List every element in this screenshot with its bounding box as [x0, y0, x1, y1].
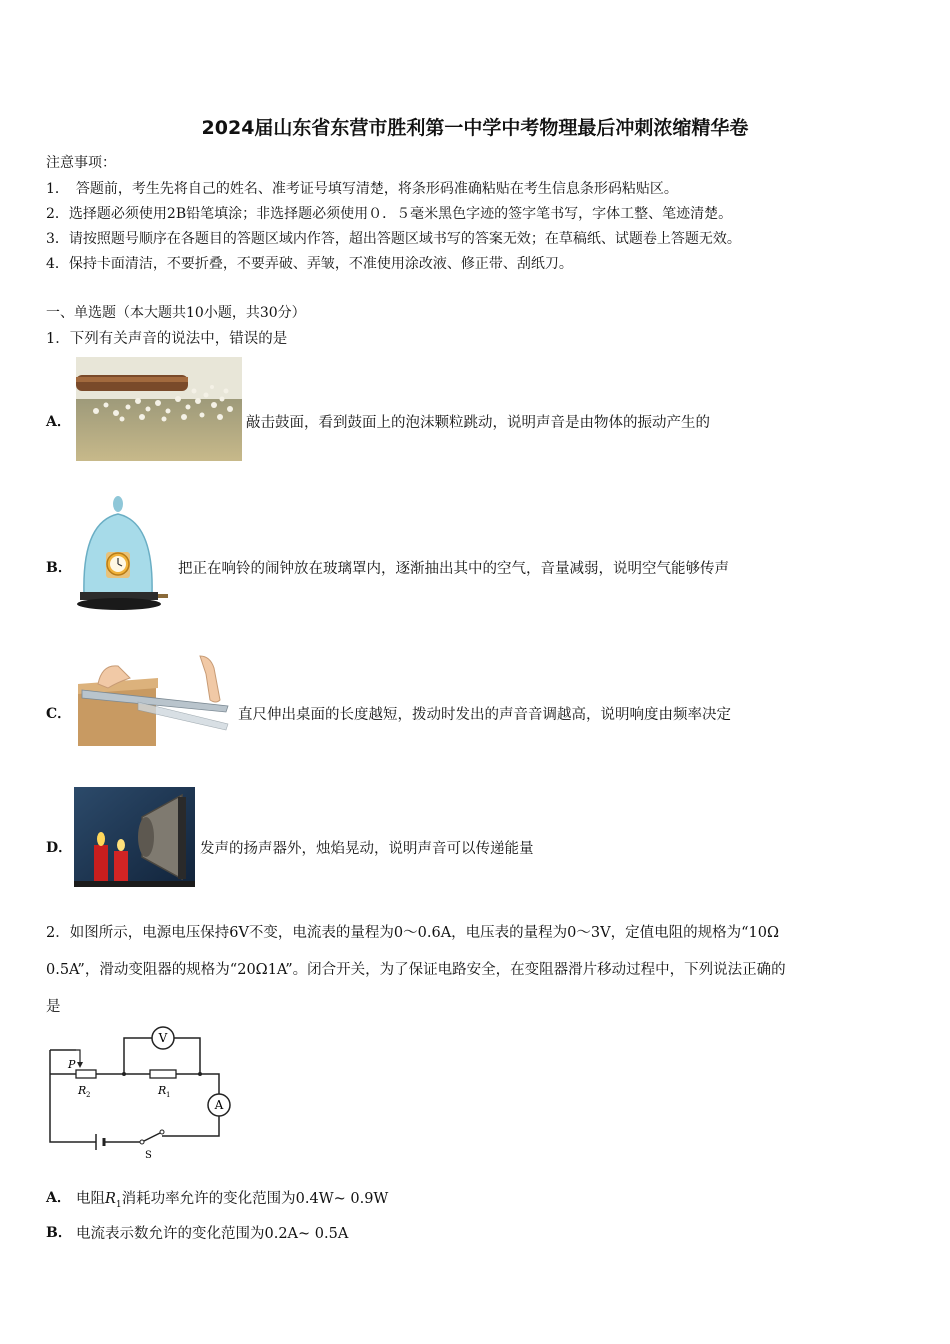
- question-2-line-3: 是: [46, 999, 61, 1015]
- question-2-line-2: 0.5A”，滑动变阻器的规格为“20Ω1A”。闭合开关，为了保证电路安全，在变阻器滑片移动过程中，下列说法正确的: [46, 962, 786, 978]
- speaker-candle-image: [74, 787, 195, 887]
- question-1-stem: 1．下列有关声音的说法中，错误的是: [46, 331, 288, 347]
- option-c-text: 直尺伸出桌面的长度越短，拨动时发出的声音音调越高，说明响度由频率决定: [238, 707, 731, 723]
- ammeter-label: A: [214, 1098, 224, 1112]
- option-d-letter: D．: [46, 840, 73, 856]
- r2-subscript: 2: [86, 1091, 91, 1099]
- q2-option-a-letter: A．: [46, 1190, 71, 1206]
- drum-foam-image: [76, 357, 242, 461]
- ruler-table-image: [78, 654, 234, 746]
- notice-heading: 注意事项：: [46, 155, 116, 171]
- q2-option-b-letter: B．: [46, 1225, 72, 1241]
- voltmeter-label: V: [158, 1031, 168, 1045]
- option-b-letter: B．: [46, 560, 72, 576]
- r2-label: R: [78, 1084, 87, 1097]
- notice-item: 2．选择题必须使用2B铅笔填涂；非选择题必须使用０．５毫米黑色字迹的签字笔书写，字体工整、笔迹清楚。: [46, 206, 733, 222]
- circuit-diagram: [44, 1024, 234, 1162]
- notice-item: 3．请按照题号顺序在各题目的答题区域内作答，超出答题区域书写的答案无效；在草稿纸、试题卷上答题无效。: [46, 231, 741, 247]
- page-title: 2024届山东省东营市胜利第一中学中考物理最后冲刺浓缩精华卷: [201, 117, 749, 139]
- slider-p-label: P: [68, 1058, 76, 1071]
- r1-label: R: [158, 1084, 167, 1097]
- option-b-text: 把正在响铃的闹钟放在玻璃罩内，逐渐抽出其中的空气，音量减弱，说明空气能够传声: [178, 561, 729, 577]
- option-a-text: 敲击鼓面，看到鼓面上的泡沫颗粒跳动，说明声音是由物体的振动产生的: [246, 415, 710, 431]
- switch-label: S: [145, 1150, 152, 1161]
- bell-jar-alarm-clock-image: [72, 494, 174, 618]
- notice-item: 1． 答题前，考生先将自己的姓名、准考证号填写清楚，将条形码准确粘贴在考生信息条形码粘贴区。: [46, 181, 678, 197]
- notice-item: 4．保持卡面清洁，不要折叠，不要弄破、弄皱，不准使用涂改液、修正带、刮纸刀。: [46, 256, 573, 272]
- option-c-letter: C．: [46, 706, 72, 722]
- option-a-letter: A．: [46, 414, 71, 430]
- section-heading: 一、单选题（本大题共10小题，共30分）: [46, 305, 306, 321]
- q2-option-b-text: 电流表示数允许的变化范围为0.2A~ 0.5A: [76, 1226, 349, 1242]
- question-2-line-1: 2．如图所示，电源电压保持6V不变，电流表的量程为0～0.6A，电压表的量程为0～3V，定值电阻的规格为“10Ω: [46, 925, 779, 941]
- option-d-text: 发声的扬声器外，烛焰晃动，说明声音可以传递能量: [200, 841, 534, 857]
- r1-subscript: 1: [166, 1091, 171, 1099]
- q2-option-a-text: 电阻$R_1$消耗功率允许的变化范围为0.4W~ 0.9W: [76, 1191, 389, 1210]
